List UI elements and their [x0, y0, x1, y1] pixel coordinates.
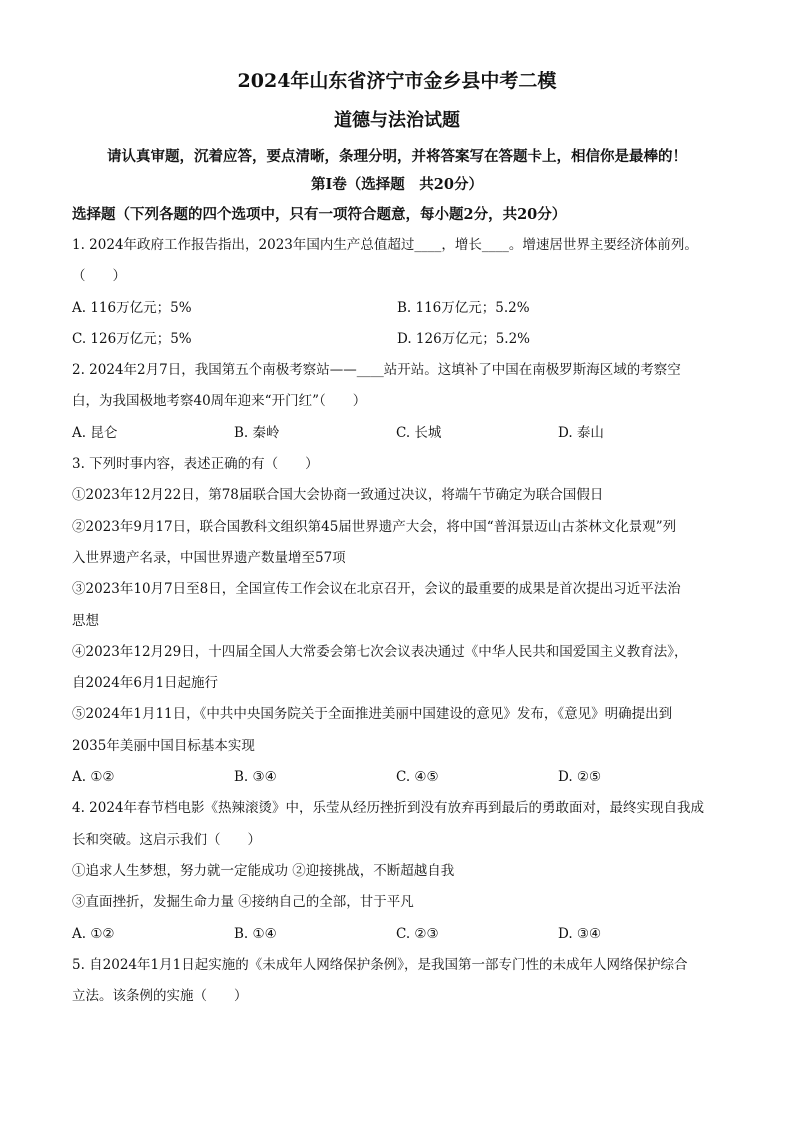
question-text: 2035年美丽中国目标基本实现: [72, 737, 255, 754]
volume-heading: 第Ⅰ卷（选择题 共20分）: [311, 176, 483, 193]
question-text: 4. 2024年春节档电影《热辣滚烫》中，乐莹从经历挫折到没有放弃再到最后的勇敢面对，最终实现自我成: [72, 800, 705, 817]
question-text: 长和突破。这启示我们（ ）: [72, 831, 261, 848]
question-text: 2. 2024年2月7日，我国第五个南极考察站——____站开站。这填补了中国在南极罗斯海区域的考察空: [72, 362, 681, 379]
question-text: ④2023年12月29日，十四届全国人大常委会第七次会议表决通过《中华人民共和国爱国主义教育法》，: [72, 643, 688, 660]
option-a: A. ①②: [72, 925, 115, 942]
question-text: ②2023年9月17日，联合国教科文组织第45届世界遗产大会，将中国“普洱景迈山古茶林文化景观”列: [72, 518, 677, 535]
options-row: [72, 324, 722, 355]
question-text: 自2024年6月1日起施行: [72, 675, 219, 692]
question-text: ①追求人生梦想，努力就一定能成功 ②迎接挑战，不断超越自我: [72, 862, 455, 879]
question-1: [72, 230, 722, 355]
option-c: C. 126万亿元；5%: [72, 330, 192, 347]
option-b: B. 秦岭: [234, 424, 280, 441]
question-text: ①2023年12月22日，第78届联合国大会协商一致通过决议，将端午节确定为联合国假日: [72, 487, 604, 504]
options-row: [72, 762, 722, 793]
question-text: 入世界遗产名录，中国世界遗产数量增至57项: [72, 549, 346, 566]
exam-motto: 请认真审题，沉着应答，要点清晰，条理分明，并将答案写在答题卡上，相信你是最棒的！: [107, 148, 687, 165]
option-d: D. ②⑤: [558, 769, 602, 786]
question-text: 1. 2024年政府工作报告指出，2023年国内生产总值超过____，增长____。增速居世界主要经济体前列。: [72, 237, 698, 253]
option-c: C. ④⑤: [396, 769, 439, 786]
option-c: C. ②③: [396, 925, 439, 942]
option-b: B. 116万亿元；5.2%: [397, 299, 530, 316]
question-text: ③2023年10月7日至8日，全国宣传工作会议在北京召开，会议的最重要的成果是首次提出习近平法治: [72, 581, 681, 598]
question-text: 3. 下列时事内容，表述正确的有（ ）: [72, 456, 319, 473]
option-d: D. ③④: [558, 925, 602, 942]
option-b: B. ①④: [234, 925, 277, 942]
question-text: ③直面挫折，发掘生命力量 ④接纳自己的全部，甘于平凡: [72, 894, 414, 911]
question-3: [72, 449, 722, 793]
options-row: [72, 293, 722, 324]
option-d: D. 126万亿元；5.2%: [397, 330, 530, 347]
question-text: 白，为我国极地考察40周年迎来“开门红”（ ）: [72, 393, 367, 410]
option-d: D. 泰山: [558, 424, 604, 441]
question-text: ⑤2024年1月11日，《中共中央国务院关于全面推进美丽中国建设的意见》发布，《意见》明确提出到: [72, 706, 673, 723]
option-a: A. 昆仑: [72, 424, 118, 441]
options-row: [72, 919, 722, 950]
question-text: （ ）: [72, 268, 126, 285]
option-b: B. ③④: [234, 769, 277, 786]
option-c: C. 长城: [396, 424, 442, 441]
option-a: A. ①②: [72, 769, 115, 786]
question-4: [72, 793, 722, 949]
exam-title: 2024年山东省济宁市金乡县中考二模: [237, 70, 557, 92]
question-2: [72, 355, 722, 449]
options-row: [72, 418, 722, 449]
section-heading: 选择题（下列各题的四个选项中，只有一项符合题意，每小题2分，共20分）: [72, 206, 567, 223]
option-a: A. 116万亿元；5%: [72, 299, 192, 316]
exam-subtitle: 道德与法治试题: [334, 110, 460, 131]
question-text: 立法。该条例的实施（ ）: [72, 988, 248, 1005]
question-text: 5. 自2024年1月1日起实施的《未成年人网络保护条例》，是我国第一部专门性的未成年人网络保护综合: [72, 956, 688, 973]
question-5: [72, 950, 722, 1013]
question-text: 思想: [72, 612, 99, 629]
